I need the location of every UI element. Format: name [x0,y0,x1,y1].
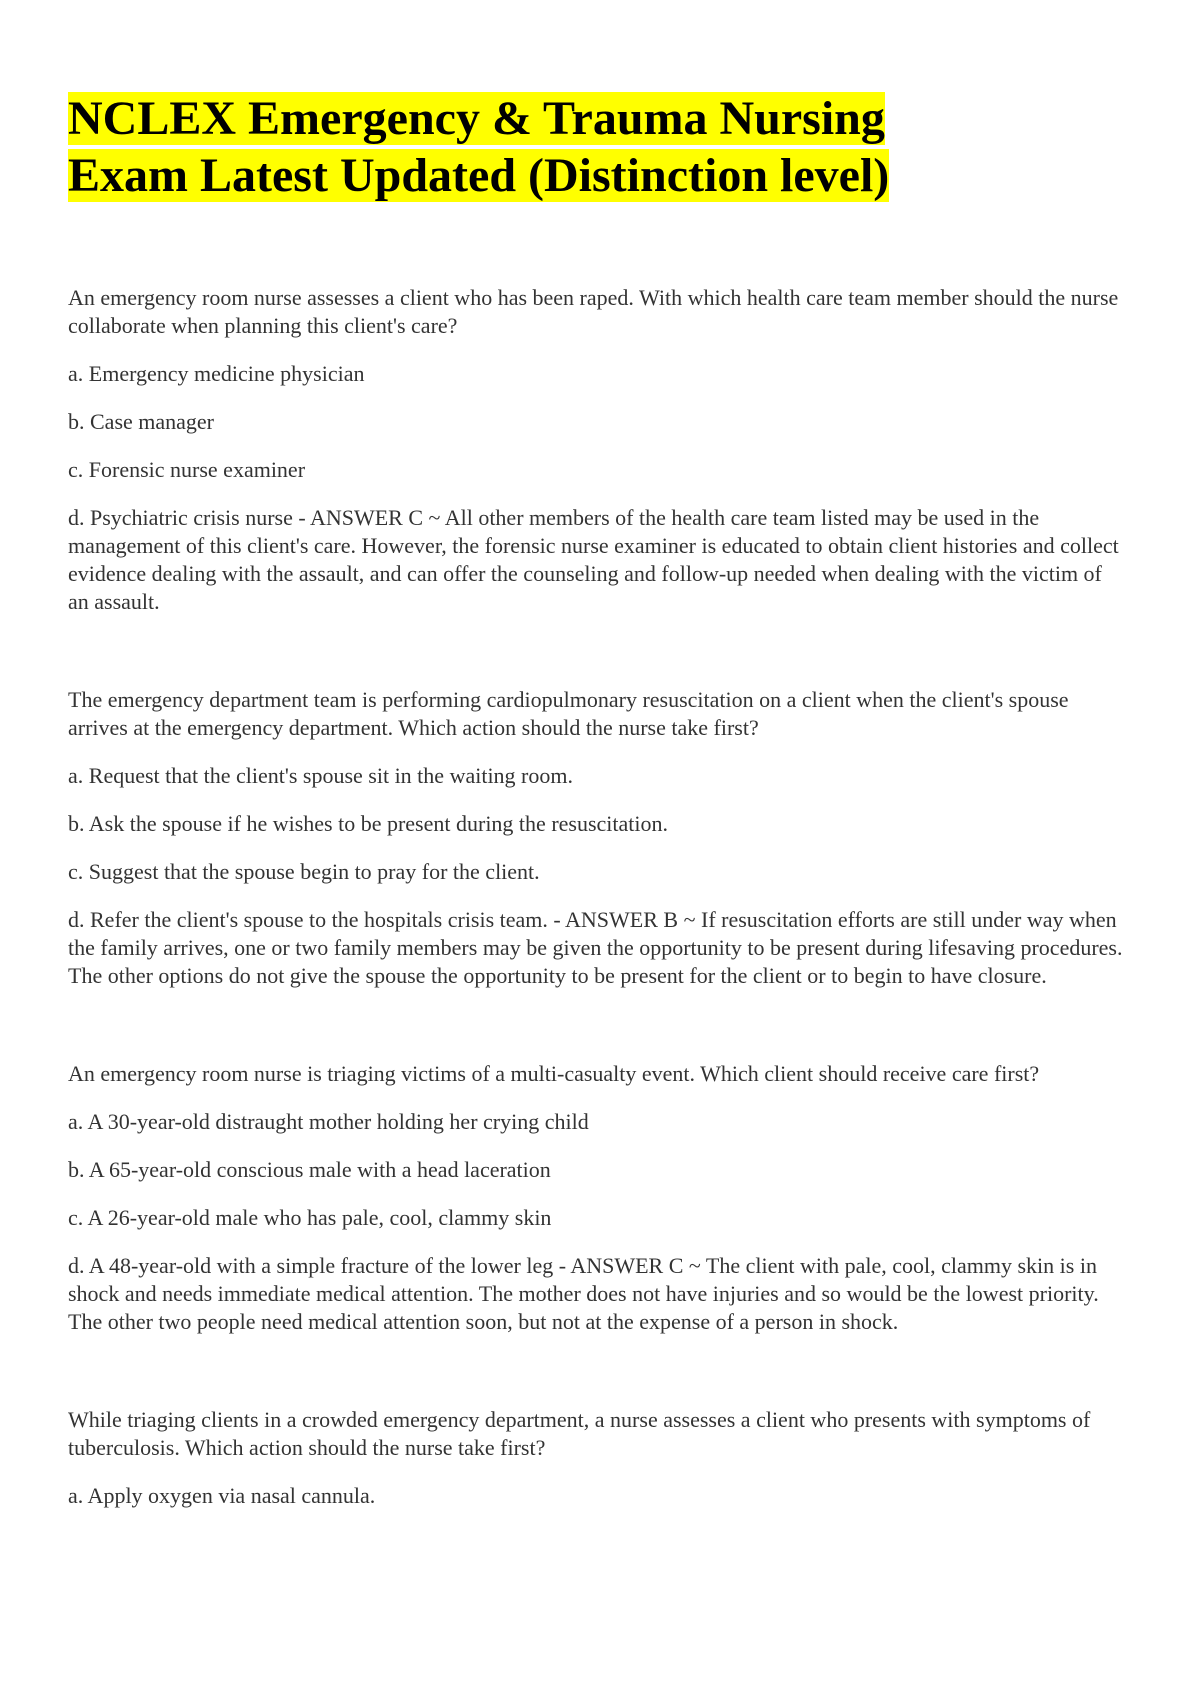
question-block-3 [68,1060,1128,1336]
question-stem: An emergency room nurse is triaging victims of a multi-casualty event. Which client should receive care first? [68,1061,1040,1086]
question-block-1 [68,284,1128,616]
answer-option-c: c. A 26-year-old male who has pale, cool, clammy skin [68,1205,552,1230]
answer-option-b: b. Case manager [68,409,214,434]
answer-option-c: c. Suggest that the spouse begin to pray for the client. [68,859,540,884]
question-block-2 [68,686,1128,990]
answer-option-a: a. Emergency medicine physician [68,361,365,386]
answer-option-b: b. A 65-year-old conscious male with a head laceration [68,1157,551,1182]
question-block-4 [68,1406,1128,1510]
answer-option-d-with-rationale: d. A 48-year-old with a simple fracture of the lower leg - ANSWER C ~ The client with pale, cool, clammy skin is in shock and needs immediate medical attention. The mother does not have injuries and so would be the lowest priority. The other two people need medical attention soon, but not at the expense of a person in shock. [68,1253,1099,1334]
answer-option-c: c. Forensic nurse examiner [68,457,306,482]
document-title [68,90,1128,204]
answer-option-a: a. A 30-year-old distraught mother holding her crying child [68,1109,589,1134]
document-page [68,90,1128,1580]
title-line-2: Exam Latest Updated (Distinction level) [68,149,890,202]
question-stem: While triaging clients in a crowded emergency department, a nurse assesses a client who presents with symptoms of tuberculosis. Which action should the nurse take first? [68,1407,1091,1460]
question-stem: The emergency department team is performing cardiopulmonary resuscitation on a client when the client's spouse arrives at the emergency department. Which action should the nurse take first? [68,687,1069,740]
answer-option-d-with-rationale: d. Refer the client's spouse to the hospitals crisis team. - ANSWER B ~ If resuscitation efforts are still under way when the family arrives, one or two family members may be given the opportunity to be present during lifesaving procedures. The other options do not give the spouse the opportunity to be present for the client or to begin to have closure. [68,907,1123,988]
answer-option-b: b. Ask the spouse if he wishes to be present during the resuscitation. [68,811,669,836]
answer-option-a: a. Apply oxygen via nasal cannula. [68,1483,376,1508]
answer-option-a: a. Request that the client's spouse sit in the waiting room. [68,763,573,788]
answer-option-d-with-rationale: d. Psychiatric crisis nurse - ANSWER C ~ All other members of the health care team listed may be used in the management of this client's care. However, the forensic nurse examiner is educated to obtain client histories and collect evidence dealing with the assault, and can offer the counseling and follow-up needed when dealing with the victim of an assault. [68,505,1119,614]
title-line-1: NCLEX Emergency & Trauma Nursing [68,92,885,145]
question-stem: An emergency room nurse assesses a client who has been raped. With which health care team member should the nurse collaborate when planning this client's care? [68,285,1119,338]
